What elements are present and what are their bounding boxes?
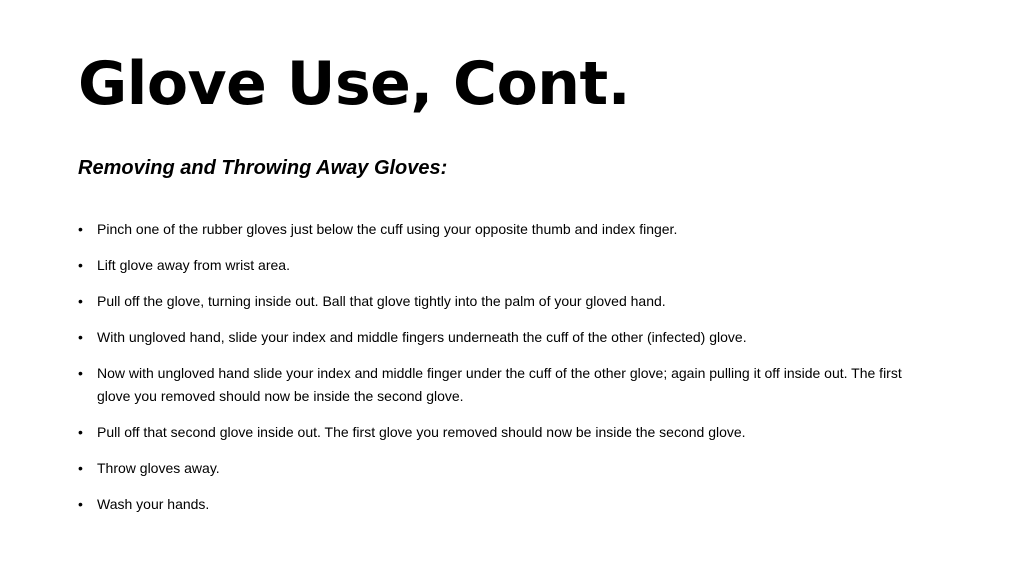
bullet-text: Lift glove away from wrist area. — [97, 257, 290, 273]
bullet-marker: • — [78, 329, 83, 345]
bullet-marker: • — [78, 424, 83, 440]
bullet-marker: • — [78, 257, 83, 273]
bullet-item — [78, 421, 938, 444]
bullet-marker: • — [78, 496, 83, 512]
bullet-item — [78, 254, 938, 277]
bullet-text: Pull off the glove, turning inside out. Ball that glove tightly into the palm of your gloved hand. — [97, 293, 666, 309]
bullet-item — [78, 493, 938, 516]
slide-subtitle: Removing and Throwing Away Gloves: — [78, 157, 448, 179]
bullet-list — [78, 218, 938, 529]
bullet-item — [78, 218, 938, 241]
bullet-item — [78, 362, 938, 408]
bullet-text: Wash your hands. — [97, 496, 210, 512]
bullet-marker: • — [78, 293, 83, 309]
slide-title: Glove Use, Cont. — [78, 49, 630, 119]
bullet-text: Now with ungloved hand slide your index and middle finger under the cuff of the other glove; again pulling it off inside out. The first glove you removed should now be inside the second glove. — [97, 365, 902, 404]
bullet-text: Throw gloves away. — [97, 460, 220, 476]
bullet-marker: • — [78, 365, 83, 381]
bullet-text: Pull off that second glove inside out. The first glove you removed should now be inside the second glove. — [97, 424, 746, 440]
bullet-item — [78, 290, 938, 313]
bullet-text: With ungloved hand, slide your index and middle fingers underneath the cuff of the other (infected) glove. — [97, 329, 747, 345]
bullet-marker: • — [78, 221, 83, 237]
bullet-text: Pinch one of the rubber gloves just below the cuff using your opposite thumb and index finger. — [97, 221, 678, 237]
bullet-marker: • — [78, 460, 83, 476]
bullet-item — [78, 326, 938, 349]
bullet-item — [78, 457, 938, 480]
